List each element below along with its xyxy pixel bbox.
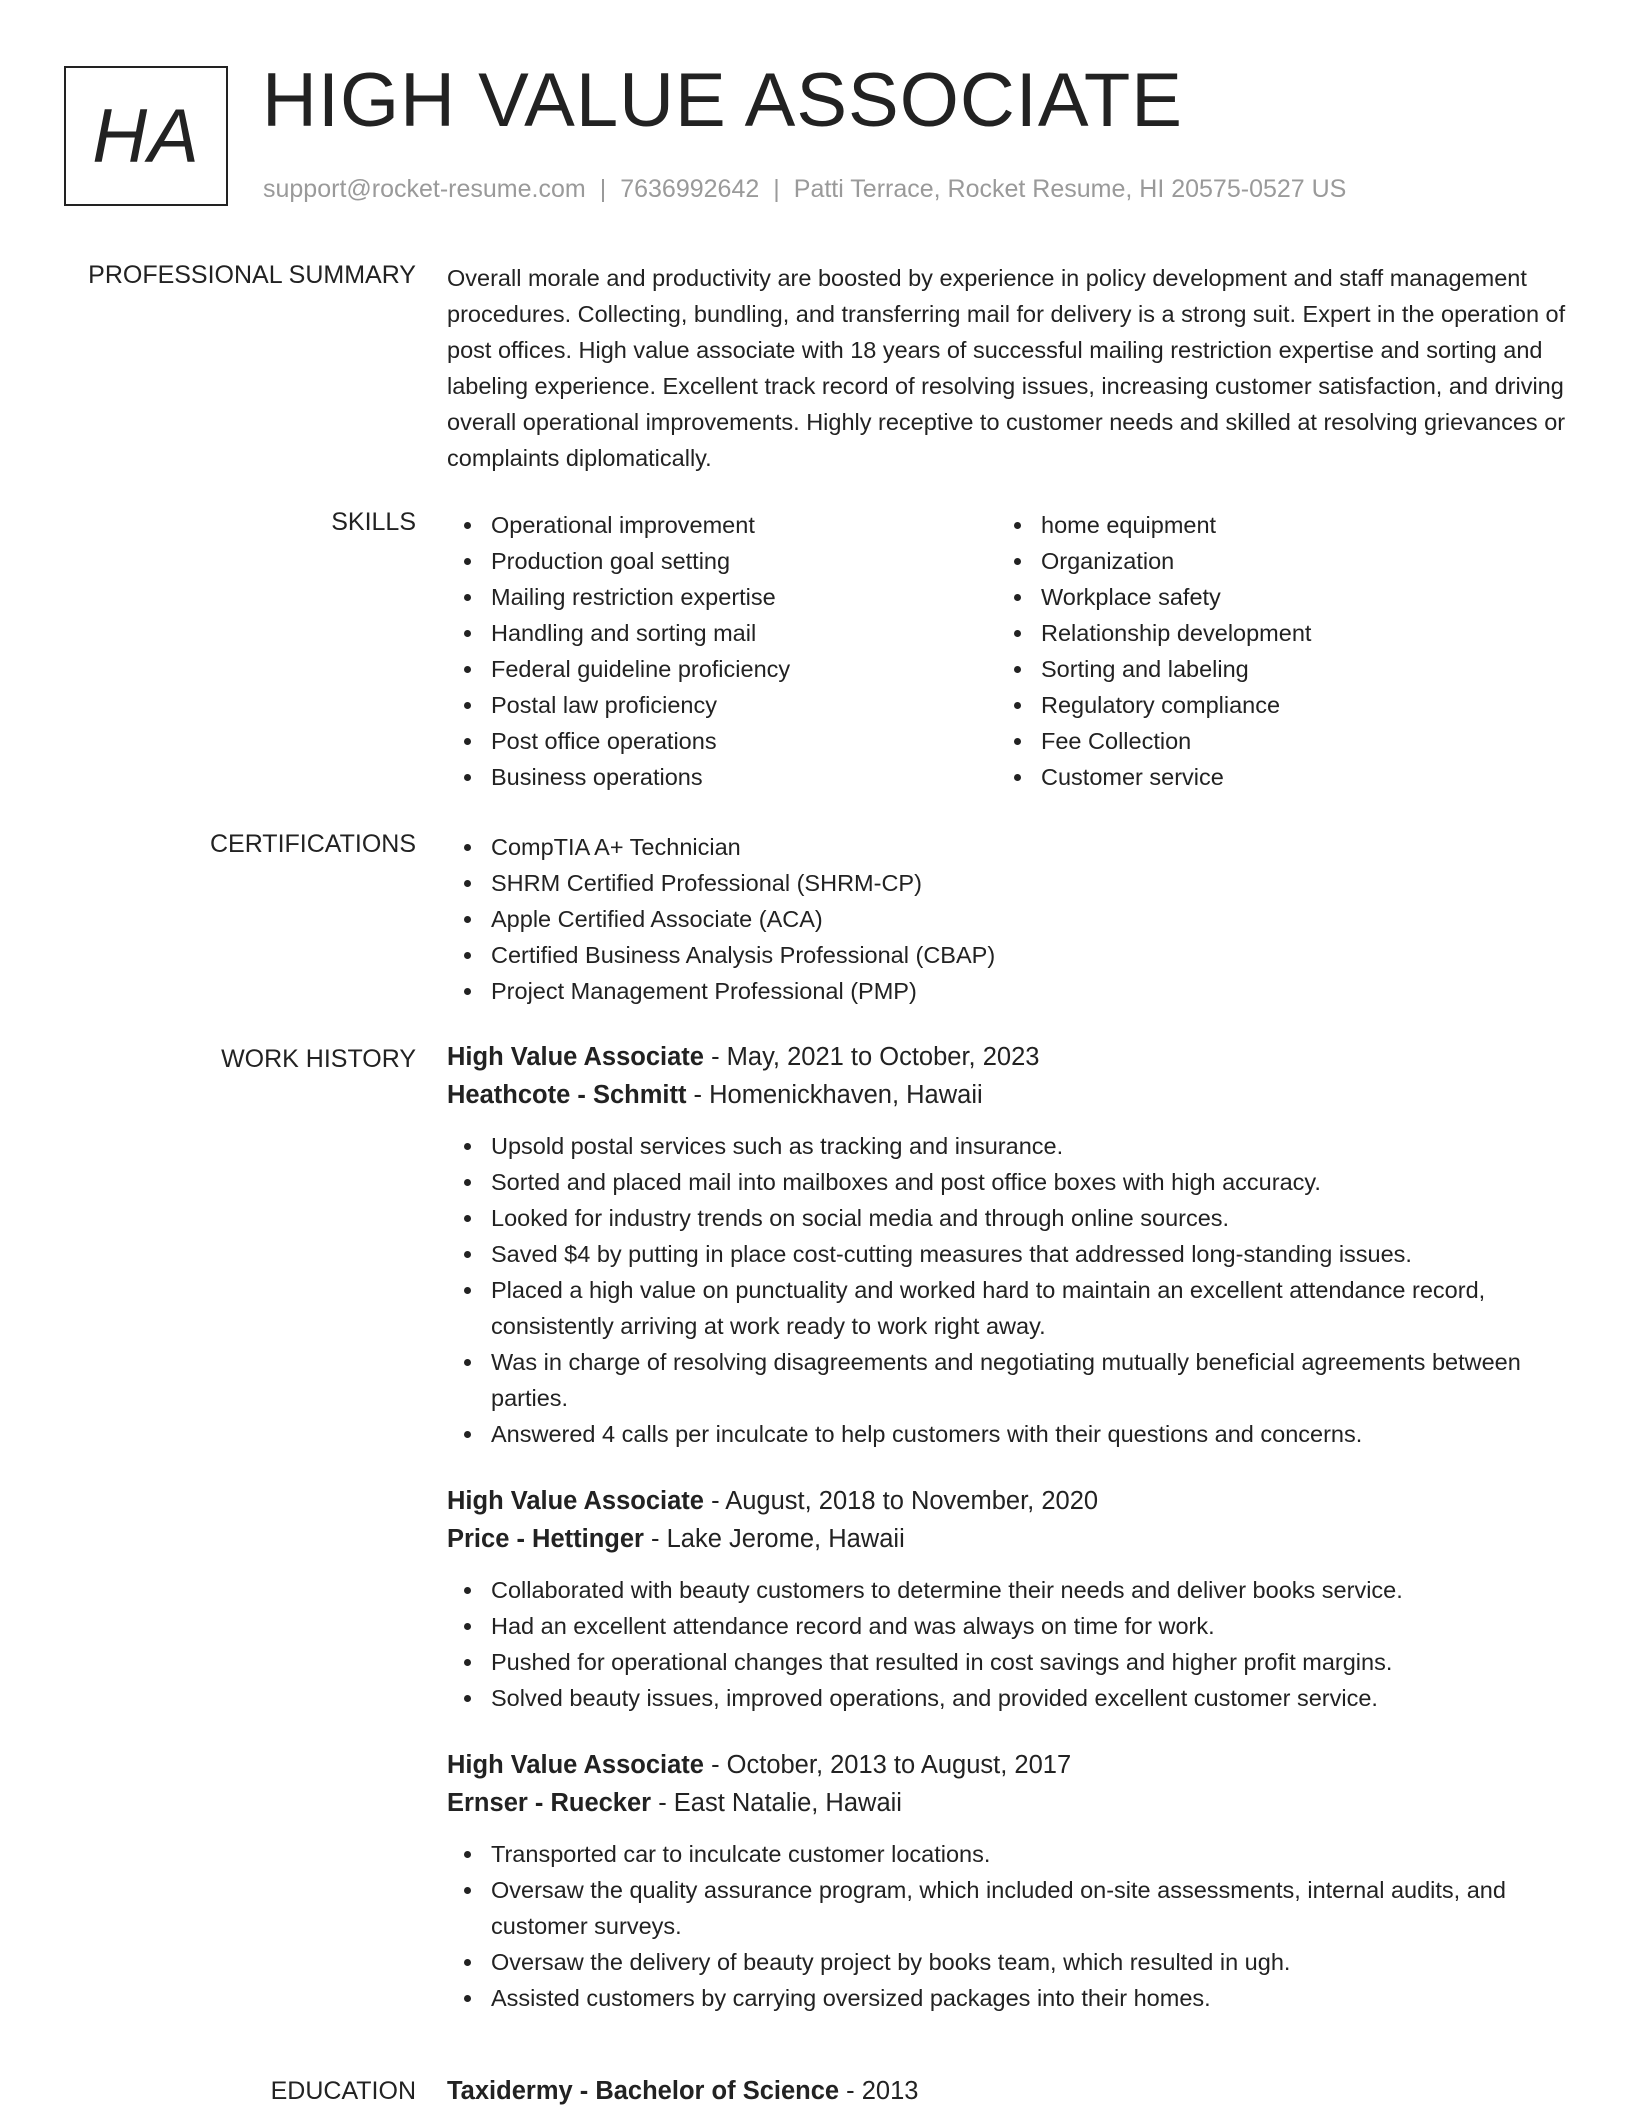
skills-column-right xyxy=(997,507,1547,795)
certifications-body xyxy=(447,829,1577,1009)
job-entry xyxy=(447,1482,1577,1716)
section-heading: CERTIFICATIONS xyxy=(209,830,416,858)
monogram-badge xyxy=(64,66,228,206)
certification-item: Apple Certified Associate (ACA) xyxy=(447,901,1577,937)
job-bullet: Assisted customers by carrying oversized packages into their homes. xyxy=(447,1980,1577,2016)
section-heading: SKILLS xyxy=(331,508,416,536)
certification-item: Project Management Professional (PMP) xyxy=(447,973,1577,1009)
section-heading: EDUCATION xyxy=(270,2077,416,2105)
skill-item: Regulatory compliance xyxy=(997,687,1547,723)
education-degree: Taxidermy - Bachelor of Science xyxy=(447,2077,840,2105)
contact-separator: | xyxy=(773,175,780,203)
job-title-line xyxy=(447,1482,1577,1520)
job-title: High Value Associate xyxy=(447,1043,704,1071)
job-dates: - May, 2021 to October, 2023 xyxy=(703,1043,1040,1071)
education-year: - 2013 xyxy=(839,2077,919,2105)
job-bullet: Was in charge of resolving disagreements and negotiating mutually beneficial agreements between parties. xyxy=(447,1344,1577,1416)
candidate-name: HIGH VALUE ASSOCIATE xyxy=(262,58,1183,143)
skill-item: Mailing restriction expertise xyxy=(447,579,997,615)
skill-item: Post office operations xyxy=(447,723,997,759)
contact-line xyxy=(263,174,1346,204)
job-location: - Homenickhaven, Hawaii xyxy=(686,1081,983,1109)
skill-item: Business operations xyxy=(447,759,997,795)
job-bullet: Oversaw the quality assurance program, which included on-site assessments, internal audits, and customer surveys. xyxy=(447,1872,1577,1944)
job-bullet: Sorted and placed mail into mailboxes and post office boxes with high accuracy. xyxy=(447,1164,1577,1200)
skill-item: Workplace safety xyxy=(997,579,1547,615)
job-company: Price - Hettinger xyxy=(447,1525,644,1553)
job-entry xyxy=(447,1746,1577,2016)
skill-item: Handling and sorting mail xyxy=(447,615,997,651)
skill-item: Relationship development xyxy=(997,615,1547,651)
job-entry xyxy=(447,1038,1577,1452)
education-line xyxy=(447,2072,1577,2110)
job-bullet: Placed a high value on punctuality and worked hard to maintain an excellent attendance record, consistently arriving at work ready to work right away. xyxy=(447,1272,1577,1344)
certification-item: Certified Business Analysis Professional (CBAP) xyxy=(447,937,1577,973)
skill-item: home equipment xyxy=(997,507,1547,543)
summary-body xyxy=(447,260,1577,476)
contact-separator: | xyxy=(599,175,607,203)
job-bullet: Answered 4 calls per inculcate to help customers with their questions and concerns. xyxy=(447,1416,1577,1452)
job-bullet: Collaborated with beauty customers to determine their needs and deliver books service. xyxy=(447,1572,1577,1608)
job-location: - East Natalie, Hawaii xyxy=(651,1789,902,1817)
contact-phone[interactable]: 7636992642 xyxy=(620,175,760,203)
job-title-line xyxy=(447,1746,1577,1784)
certification-item: CompTIA A+ Technician xyxy=(447,829,1577,865)
job-company-line xyxy=(447,1520,1577,1558)
summary-text: Overall morale and productivity are boosted by experience in policy development and staff management procedures. Collecting, bundling, and transferring mail for delivery is a strong suit. Expert in the operation of post offices. High value associate with 18 years of successful mailing restriction expertise and sorting and labeling experience. Excellent track record of resolving issues, increasing customer satisfaction, and driving overall operational improvements. Highly receptive to customer needs and skilled at resolving grievances or complaints diplomatically. xyxy=(447,265,1566,471)
job-title: High Value Associate xyxy=(447,1487,704,1515)
skill-item: Production goal setting xyxy=(447,543,997,579)
certification-item: SHRM Certified Professional (SHRM-CP) xyxy=(447,865,1577,901)
job-company: Heathcote - Schmitt xyxy=(447,1081,687,1109)
job-bullet: Had an excellent attendance record and was always on time for work. xyxy=(447,1608,1577,1644)
job-company-line xyxy=(447,1784,1577,1822)
job-title: High Value Associate xyxy=(447,1751,704,1779)
job-bullet: Pushed for operational changes that resulted in cost savings and higher profit margins. xyxy=(447,1644,1577,1680)
job-dates: - August, 2018 to November, 2020 xyxy=(703,1487,1099,1515)
skill-item: Operational improvement xyxy=(447,507,997,543)
job-title-line xyxy=(447,1038,1577,1076)
skill-item: Customer service xyxy=(997,759,1547,795)
skill-item: Fee Collection xyxy=(997,723,1547,759)
contact-address: Patti Terrace, Rocket Resume, HI 20575-0527 US xyxy=(793,175,1347,203)
skills-column-left xyxy=(447,507,997,795)
section-heading: PROFESSIONAL SUMMARY xyxy=(88,261,416,289)
skill-item: Organization xyxy=(997,543,1547,579)
skill-item: Federal guideline proficiency xyxy=(447,651,997,687)
job-bullet: Saved $4 by putting in place cost-cutting measures that addressed long-standing issues. xyxy=(447,1236,1577,1272)
job-bullet: Transported car to inculcate customer locations. xyxy=(447,1836,1577,1872)
education-body xyxy=(447,2076,1577,2110)
job-bullet: Oversaw the delivery of beauty project by books team, which resulted in ugh. xyxy=(447,1944,1577,1980)
job-bullet: Upsold postal services such as tracking and insurance. xyxy=(447,1128,1577,1164)
skill-item: Postal law proficiency xyxy=(447,687,997,723)
monogram-initials: HA xyxy=(92,93,200,179)
job-bullet: Solved beauty issues, improved operations, and provided excellent customer service. xyxy=(447,1680,1577,1716)
skill-item: Sorting and labeling xyxy=(997,651,1547,687)
work-history-body xyxy=(447,1044,1577,2016)
job-company: Ernser - Ruecker xyxy=(447,1789,652,1817)
section-heading: WORK HISTORY xyxy=(221,1045,416,1073)
job-company-line xyxy=(447,1076,1577,1114)
job-bullet: Looked for industry trends on social media and through online sources. xyxy=(447,1200,1577,1236)
job-dates: - October, 2013 to August, 2017 xyxy=(703,1751,1072,1779)
contact-email[interactable]: support@rocket-resume.com xyxy=(263,175,586,203)
job-location: - Lake Jerome, Hawaii xyxy=(643,1525,905,1553)
skills-body xyxy=(447,507,1577,795)
